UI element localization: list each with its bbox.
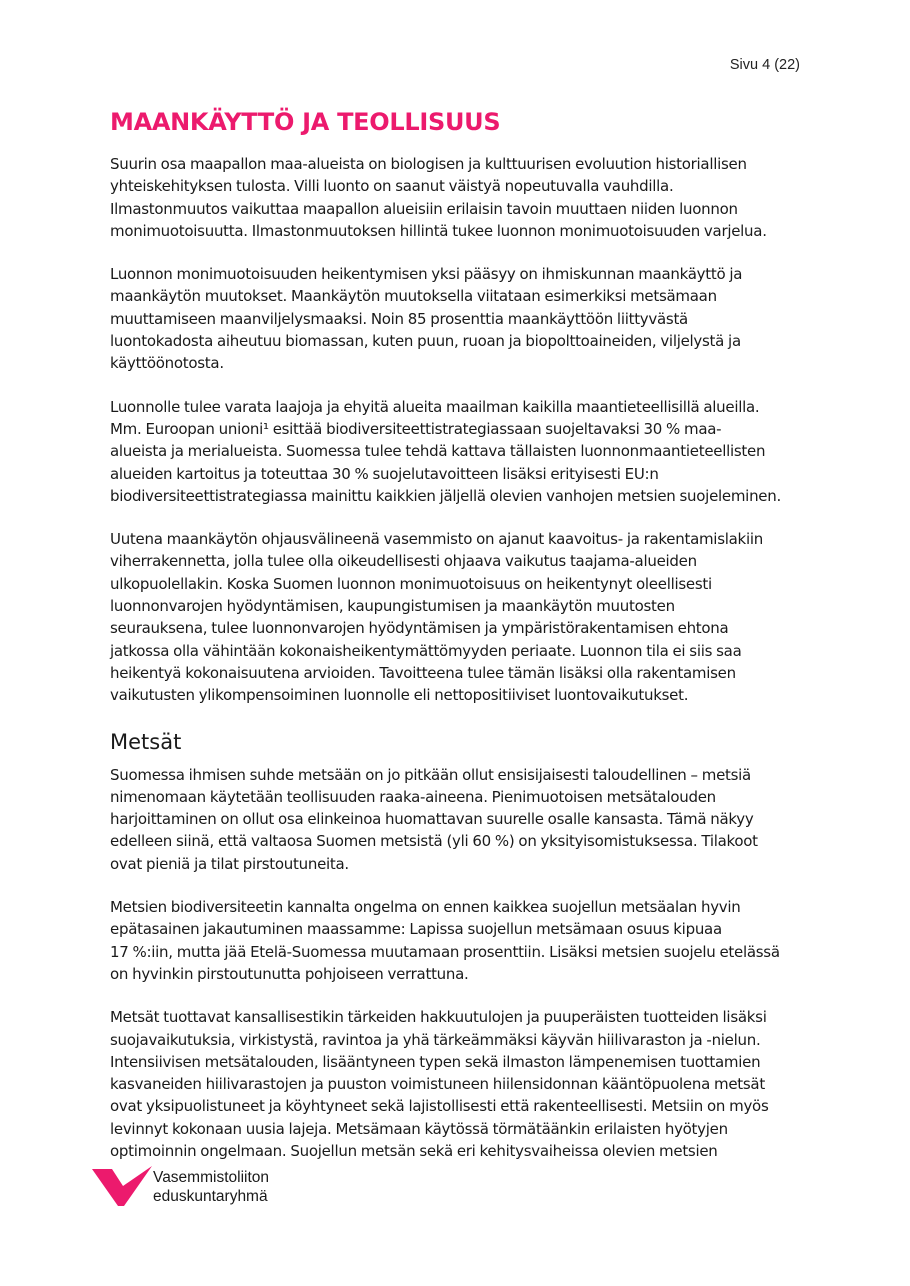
subsection-body: [110, 764, 810, 1163]
paragraph: [110, 528, 810, 706]
paragraph: [110, 764, 810, 875]
paragraph: [110, 896, 810, 985]
text-line: alueista ja merialueista. Suomessa tulee tehdä kattava tällaisten luonnonmaantieteellisten: [110, 442, 766, 461]
paragraph: [110, 1006, 810, 1162]
text-line: Luonnon monimuotoisuuden heikentymisen yksi pääsyy on ihmiskunnan maankäyttö ja: [110, 265, 743, 284]
organization-line-2: eduskuntaryhmä: [153, 1188, 268, 1205]
text-line: optimoinnin ongelmaan. Suojellun metsän sekä eri kehitysvaiheissa olevien metsien: [110, 1141, 718, 1160]
paragraph: [110, 263, 810, 374]
text-line: ulkopuolellakin. Koska Suomen luonnon monimuotoisuus on heikentynyt oleellisesti: [110, 574, 712, 593]
organization-line-1: Vasemmistoliiton: [153, 1169, 270, 1186]
page-content: [110, 107, 810, 1183]
text-line: kasvaneiden hiilivarastojen ja puuston voimistuneen hiilensidonnan kääntöpuolena metsät: [110, 1075, 765, 1094]
section-body: [110, 153, 810, 707]
text-line: seurauksena, tulee luonnonvarojen hyödyntämisen ja ympäristörakentamisen ehtona: [110, 619, 729, 638]
text-line: viherrakennetta, jolla tulee olla oikeudellisesti ohjaava vaikutus taajama-alueiden: [110, 552, 697, 571]
text-line: levinnyt kokonaan uusia lajeja. Metsämaan käytössä törmätäänkin erilaisten hyötyjen: [110, 1119, 728, 1138]
text-line: on hyvinkin pirstoutunutta pohjoiseen verrattuna.: [110, 964, 469, 983]
section-heading: MAANKÄYTTÖ JA TEOLLISUUS: [110, 108, 501, 136]
text-line: jatkossa olla vähintään kokonaisheikentymättömyyden periaate. Luonnon tila ei siis saa: [110, 641, 742, 660]
text-line: maankäytön muutokset. Maankäytön muutoksella viitataan esimerkiksi metsämaan: [110, 287, 717, 306]
paragraph: [110, 153, 810, 242]
text-line: luontokadosta aiheutuu biomassan, kuten puun, ruoan ja biopolttoaineiden, viljelystä ja: [110, 332, 741, 351]
text-line: ovat pieniä ja tilat pirstoutuneita.: [110, 854, 349, 873]
text-line: Suomessa ihmisen suhde metsään on jo pitkään ollut ensisijaisesti taloudellinen – metsiä: [110, 765, 751, 784]
text-line: yhteiskehityksen tulosta. Villi luonto on saanut väistyä nopeutuvalla vauhdilla.: [110, 177, 674, 196]
text-line: heikentyä kokonaisuutena arvioiden. Tavoitteena tulee tämän lisäksi olla rakentamisen: [110, 663, 736, 682]
organization-name: [153, 1168, 269, 1206]
text-line: Ilmastonmuutos vaikuttaa maapallon alueisiin erilaisin tavoin muuttaen niiden luonnon: [110, 199, 738, 218]
text-line: 17 %:iin, mutta jää Etelä-Suomessa muutamaan prosenttiin. Lisäksi metsien suojelu etelässä: [110, 942, 780, 961]
page-number: Sivu 4 (22): [729, 57, 800, 73]
paragraph: [110, 396, 810, 507]
party-logo-icon: [92, 1166, 152, 1208]
text-line: Suurin osa maapallon maa-alueista on biologisen ja kulttuurisen evoluution historiallisen: [110, 155, 747, 173]
text-line: Intensiivisen metsätalouden, lisääntyneen typen sekä ilmaston lämpenemisen tuottamien: [110, 1052, 761, 1071]
text-line: luonnonvarojen hyödyntämisen, kaupungistumisen ja maankäytön muutosten: [110, 597, 675, 616]
text-line: epätasainen jakautuminen maassamme: Lapissa suojellun metsämaan osuus kipuaa: [110, 920, 722, 939]
text-line: Mm. Euroopan unioni¹ esittää biodiversiteettistrategiassaan suojeltavaksi 30 % maa-: [110, 419, 722, 438]
text-line: suojavaikutuksia, virkistystä, ravintoa ja yhä tärkeämmäksi käyvän hiilivaraston ja -nielun.: [110, 1030, 761, 1049]
text-line: harjoittaminen on ollut osa elinkeinoa huomattavan suurelle osalle kansasta. Tämä näkyy: [110, 810, 754, 829]
text-line: nimenomaan käytetään teollisuuden raaka-aineena. Pienimuotoisen metsätalouden: [110, 787, 716, 806]
text-line: ovat yksipuolistuneet ja köyhtyneet sekä lajistollisesti että rakenteellisesti. Metsiin on myös: [110, 1097, 769, 1116]
subsection-heading: Metsät: [110, 729, 182, 754]
text-line: vaikutusten ylikompensoiminen luonnolle eli nettopositiiviset luontovaikutukset.: [110, 686, 689, 705]
text-line: Luonnolle tulee varata laajoja ja ehyitä alueita maailman kaikilla maantieteellisillä alueilla.: [110, 397, 760, 416]
text-line: Uutena maankäytön ohjausvälineenä vasemmisto on ajanut kaavoitus- ja rakentamislakiin: [110, 530, 763, 549]
text-line: monimuotoisuutta. Ilmastonmuutoksen hillintä tukee luonnon monimuotoisuuden varjelua.: [110, 221, 767, 240]
text-line: edelleen siinä, että valtaosa Suomen metsistä (yli 60 %) on yksityisomistuksessa. Tilakoot: [110, 832, 758, 851]
footer: [92, 1166, 269, 1208]
text-line: alueiden kartoitus ja toteuttaa 30 % suojelutavoitteen lisäksi erityisesti EU:n: [110, 464, 659, 483]
text-line: muuttamiseen maanviljelysmaaksi. Noin 85 prosenttia maankäyttöön liittyvästä: [110, 309, 688, 328]
text-line: käyttöönotosta.: [110, 354, 224, 373]
text-line: Metsien biodiversiteetin kannalta ongelma on ennen kaikkea suojellun metsäalan hyvin: [110, 898, 741, 917]
text-line: biodiversiteettistrategiassa mainittu kaikkien jäljellä olevien vanhojen metsien suojeleminen.: [110, 486, 781, 505]
text-line: Metsät tuottavat kansallisestikin tärkeiden hakkuutulojen ja puuperäisten tuotteiden lisäksi: [110, 1008, 767, 1027]
